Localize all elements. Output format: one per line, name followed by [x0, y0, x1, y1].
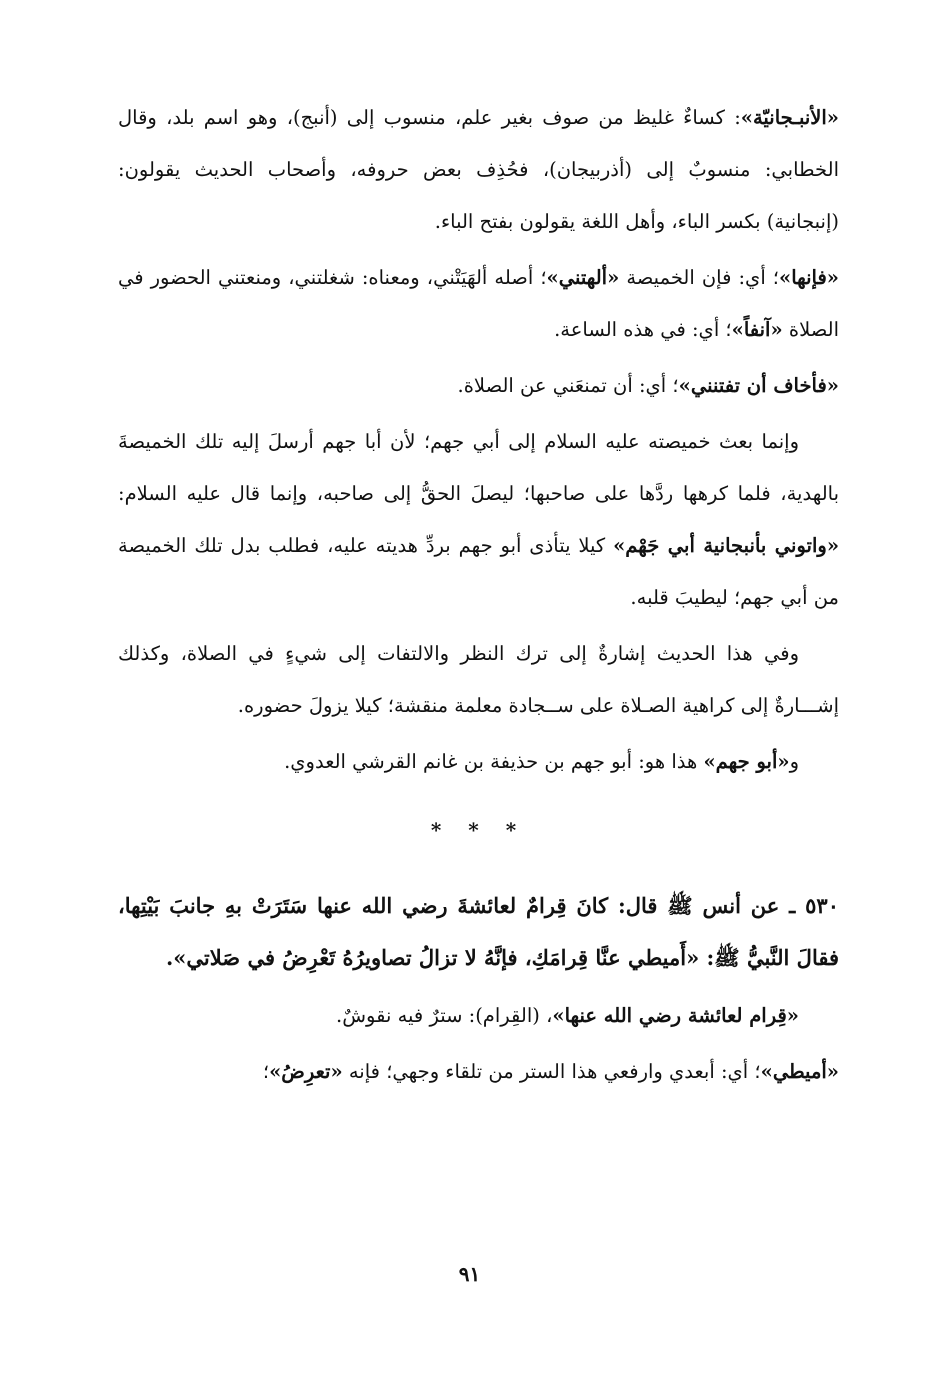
paragraph-anbijaniya — [118, 92, 839, 248]
term-fainnaha: «فإنها» — [779, 266, 839, 289]
text-amiti-1: ؛ أي: أبعدي وارفعي هذا الستر من تلقاء وجهي؛ فإنه — [342, 1060, 761, 1083]
term-taridu: «تعرِضُ» — [269, 1060, 343, 1083]
term-abu-jahm: «أبو جهم» — [703, 750, 790, 773]
hadith-530: ٥٣٠ ـ عن أنس ﷺ قال: كانَ قِرامٌ لعائشةَ رضي الله عنها سَتَرَتْ بهِ جانبَ بَيْتِها، فقالَ النَّبيُّ ﷺ: «أَميطي عنَّا قِرامَكِ، فإنَّهُ لا تزالُ تصاويرُهُ تَعْرِضُ في صَلاتي». — [118, 893, 839, 970]
term-fa-akhafu: «فأخاف أن تفتنني» — [678, 374, 839, 397]
page-number: ٩١ — [458, 1262, 481, 1286]
term-anbijaniya: «الأنبـجانيّة» — [740, 106, 839, 129]
paragraph-amiti — [118, 1046, 839, 1098]
term-amiti: «أميطي» — [760, 1060, 839, 1083]
page-body — [118, 92, 839, 1098]
term-anifan: «آنفاً» — [731, 318, 783, 341]
text-fainnaha-3: ؛ أي: في هذه الساعة. — [554, 318, 732, 341]
text-lesson: وفي هذا الحديث إشارةٌ إلى ترك النظر والالتفات إلى شيءٍ في الصلاة، وكذلك إشـــارةٌ إلى كراهية الصـلاة على ســجادة معلمة منقشة؛ كيلا يزولَ حضوره. — [118, 642, 839, 717]
text-qiram: ، (القِرام): سترٌ فيه نقوشٌ. — [336, 1004, 553, 1027]
paragraph-abu-jahm-gift — [118, 416, 839, 624]
paragraph-hadith-lesson — [118, 628, 839, 732]
text-identity-prefix: و — [789, 750, 799, 773]
quote-wa-tuni: «واتوني بأنبجانية أبي جَهْم» — [613, 534, 840, 557]
paragraph-fa-akhafu — [118, 360, 839, 412]
section-divider: * * * — [430, 818, 527, 842]
paragraph-abu-jahm-identity — [118, 736, 839, 788]
text-fainnaha-2: ؛ أصله ألهَيَتْني، ومعناه: شغلتني، ومنعتني الحضور في الصلاة — [118, 266, 839, 341]
text-anbijaniya-explanation: : كساءٌ غليظ من صوف بغير علم، منسوب إلى (أنبج)، وهو اسم بلد، وقال الخطابي: منسوبٌ إلى (أذربيجان)، فحُذِف بعض حروفه، وأصحاب الحديث يقولون: (إنبجانية) بكسر الباء، وأهل اللغة يقولون بفتح الباء. — [118, 106, 839, 233]
text-fainnaha-1: ؛ أي: فإن الخميصة — [619, 266, 779, 289]
text-identity: هذا هو: أبو جهم بن حذيفة بن غانم القرشي العدوي. — [284, 750, 704, 773]
term-alhatni: «ألهتني» — [546, 266, 620, 289]
term-qiram: «قِرام لعائشة رضي الله عنها» — [552, 1004, 799, 1027]
text-gift-1: وإنما بعث خميصته عليه السلام إلى أبي جهم؛ لأن أبا جهم أرسلَ إليه تلك الخميصةَ بالهدية، فلما كرهها ردَّها على صاحبها؛ ليصلَ الحقُّ إلى صاحبه، وإنما قال عليه السلام: — [118, 430, 839, 505]
paragraph-qiram — [118, 990, 839, 1042]
paragraph-fainnaha — [118, 252, 839, 356]
text-amiti-2: ؛ — [262, 1060, 270, 1083]
text-gift-2: كيلا يتأذى أبو جهم بردِّ هديته عليه، فطلب بدل تلك الخميصة من أبي جهم؛ ليطيبَ قلبه. — [118, 534, 839, 609]
text-fa-akhafu: ؛ أي: أن تمنعَني عن الصلاة. — [457, 374, 679, 397]
